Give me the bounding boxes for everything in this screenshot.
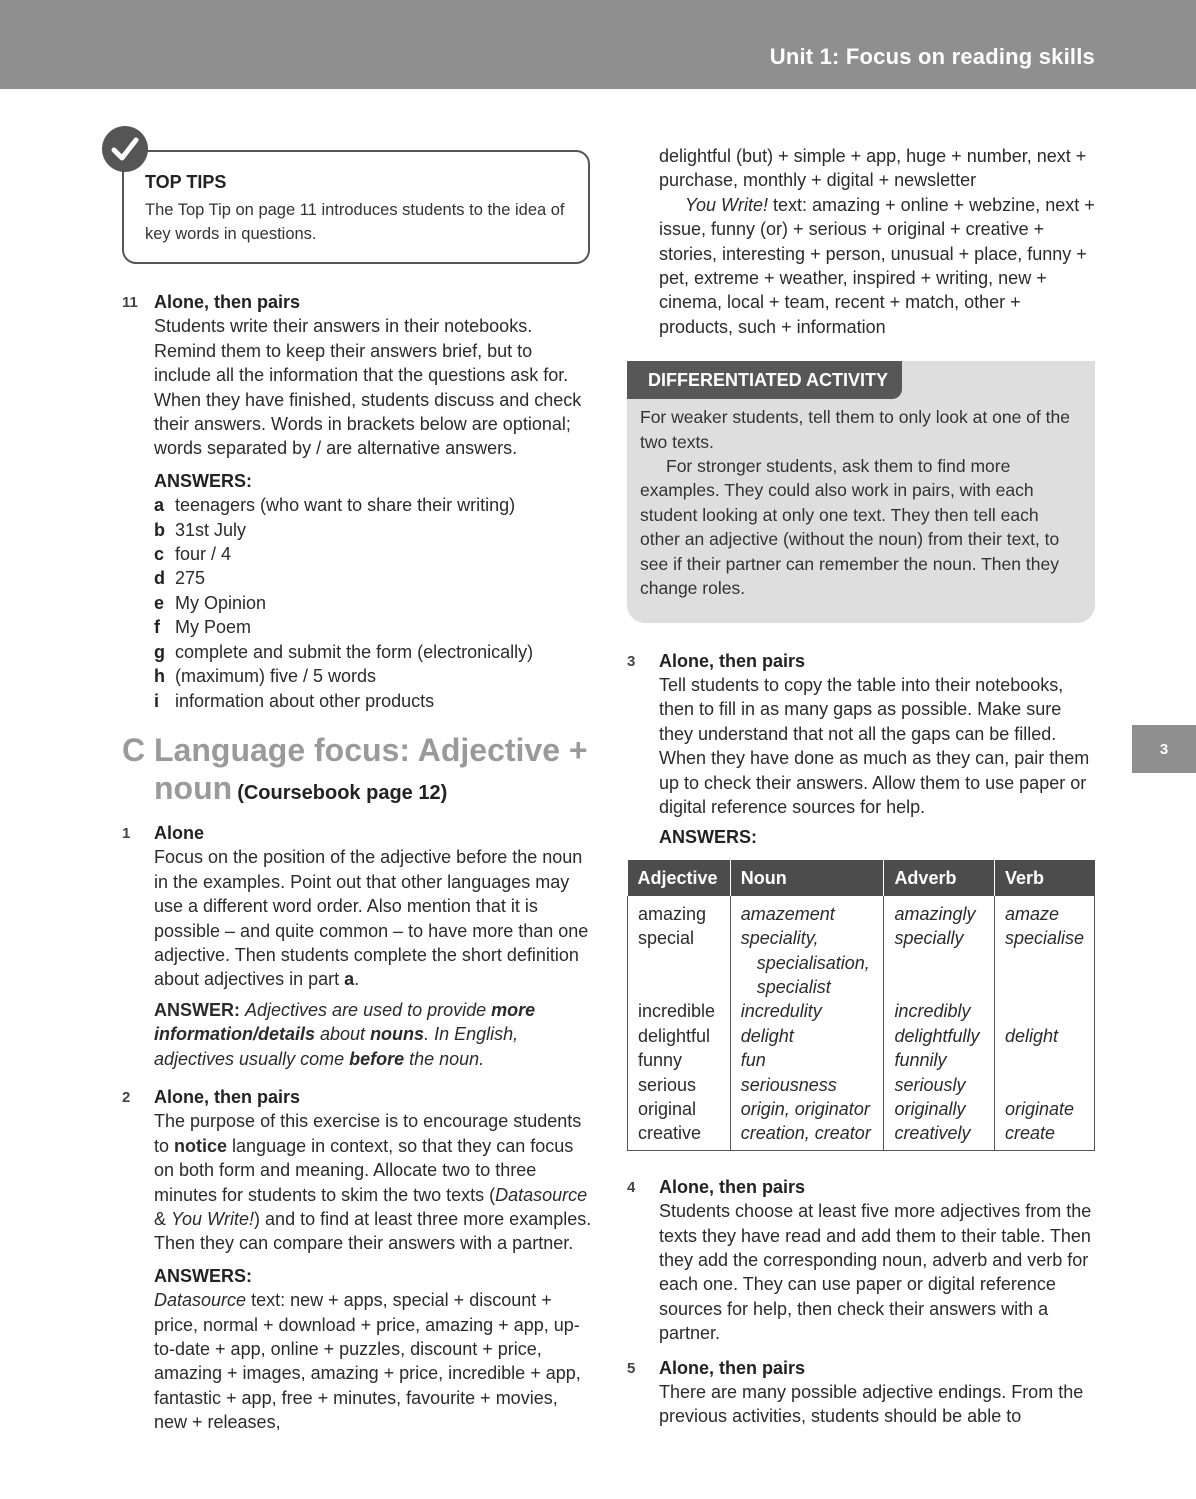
- youwrite-label: You Write!: [685, 194, 769, 215]
- cell-text: delightful: [638, 1025, 711, 1046]
- activity-number: 1: [122, 824, 131, 842]
- activity-body: [154, 845, 594, 991]
- column-header: Noun: [730, 860, 884, 896]
- cell-text: seriousness: [740, 1074, 837, 1095]
- activity-body: Tell students to copy the table into their notebooks, then to fill in as many gaps as possible. Make sure they understand that not all the gaps can be filled. When they have done as much as they can, pair them up to check their answers. Allow them to use paper or digital reference sources for help.: [659, 674, 1090, 817]
- answer-text: My Poem: [175, 617, 252, 638]
- activity-heading: Alone, then pairs: [659, 1176, 806, 1197]
- body-text: language in context, so that they can focus on both form and meaning. Allocate two to three minutes for students to skim the two texts (: [154, 1135, 574, 1205]
- answer-letter: g: [154, 641, 165, 662]
- answer-text: . In English, adjectives usually come: [154, 1024, 519, 1069]
- youwrite-text: text: amazing + online + webzine, next + issue, funny (or) + serious + original + creative + stories, interesting + person, unusual + place, funny + pet, extreme + weather, inspired + writing, new + cinema, local + team, recent + match, other + products, such + information: [659, 194, 1095, 337]
- body-text: The purpose of this exercise is to encourage students to: [154, 1111, 582, 1156]
- cell-text: creative: [638, 1123, 702, 1144]
- cell-text: special: [638, 928, 695, 949]
- activity-heading: Alone: [154, 822, 205, 843]
- column-header: Adjective: [628, 860, 731, 896]
- answer-paragraph: [154, 998, 594, 1071]
- list-item: [154, 664, 594, 688]
- cell-text: specialisation,: [756, 952, 870, 973]
- datasource-label: Datasource: [154, 1290, 247, 1311]
- left-column: [122, 150, 594, 1445]
- cell-text: delight: [740, 1025, 794, 1046]
- cell-text: original: [638, 1099, 697, 1119]
- cell-text: seriously: [894, 1074, 966, 1095]
- datasource-answers: [154, 1288, 594, 1434]
- body-text: ) and to find at least three more examples. Then they can compare their answers with a partner.: [154, 1209, 592, 1254]
- body-text: Focus on the position of the adjective before the noun in the examples. Point out that other languages may use a different word order. Also mention that it is possible – and quite common – to have more than one adjective. Then students complete the short definition about adjectives in part: [154, 847, 589, 990]
- top-tips-box: [122, 150, 590, 264]
- list-item: [154, 689, 594, 713]
- activity-number: 11: [122, 294, 138, 311]
- activity-1: [122, 821, 594, 1071]
- list-item: [154, 518, 594, 542]
- table-header-row: [628, 860, 1095, 896]
- cell-text: delightfully: [894, 1025, 980, 1046]
- page-number-tab: 3: [1132, 725, 1196, 773]
- answers-label: ANSWERS:: [154, 1265, 252, 1286]
- answer-bold: more information/details: [154, 999, 536, 1045]
- cell-text: fun: [740, 1050, 766, 1071]
- cell-text: origin, originator: [740, 1099, 870, 1119]
- list-item: [154, 542, 594, 566]
- section-letter: C: [122, 731, 146, 768]
- cell-text: create: [1004, 1123, 1055, 1144]
- activity-body: There are many possible adjective endings. From the previous activities, students should be able to: [659, 1382, 1084, 1427]
- datasource-text: text: new + apps, special + discount + price, normal + download + price, amazing + app, up-to-date + app, online + puzzles, discount + price, amazing + images, amazing + price, incredible + app, fantastic + app, free + minutes, favourite + movies, new + releases,: [154, 1290, 581, 1433]
- answer-text: teenagers (who want to share their writing): [175, 495, 516, 516]
- cell-text: incredible: [638, 1001, 716, 1022]
- activity-number: 4: [627, 1178, 636, 1196]
- activity-number: 3: [627, 652, 636, 670]
- activity-2: [122, 1085, 594, 1435]
- answer-letter: i: [154, 690, 160, 711]
- differentiated-para-2: For stronger students, ask them to find more examples. They could also work in pairs, with each student looking at only one text. They then tell each other an adjective (without the noun) from their text, to see if their partner can remember the noun. Then they change roles.: [640, 456, 1060, 599]
- answer-text: 31st July: [175, 519, 247, 540]
- answer-bold: nouns: [370, 1024, 425, 1045]
- answers-list: [154, 493, 594, 713]
- answer-text: four / 4: [175, 544, 232, 565]
- answer-text: the noun.: [404, 1048, 485, 1069]
- activity-3: [627, 649, 1097, 850]
- activity-body: Students choose at least five more adjectives from the texts they have read and add them to their table. Then they add the corresponding noun, adverb and verb for each one. They can use paper or digital reference sources for help, then check their answers with a partner.: [659, 1201, 1092, 1344]
- activity-heading: Alone, then pairs: [659, 650, 806, 671]
- differentiated-activity-title: DIFFERENTIATED ACTIVITY: [627, 361, 902, 398]
- activity-number: 5: [627, 1359, 636, 1377]
- cell-text: amazing: [638, 903, 707, 924]
- list-item: [154, 615, 594, 639]
- list-item: [154, 640, 594, 664]
- body-text: &: [154, 1209, 172, 1229]
- answer-text: information about other products: [175, 690, 435, 711]
- section-c-heading: [122, 731, 594, 807]
- section-title-line1: Language focus: Adjective +: [154, 731, 588, 768]
- differentiated-activity-box: [627, 361, 1095, 622]
- top-tips-title: TOP TIPS: [145, 172, 227, 192]
- checkmark-icon: [102, 126, 148, 172]
- column-header: Adverb: [884, 860, 995, 896]
- cell-text: creation, creator: [740, 1123, 871, 1144]
- adjective-cell: [628, 896, 731, 1151]
- cell-text: delight: [1004, 1025, 1058, 1046]
- word-forms-table: [627, 860, 1095, 1151]
- body-text: .: [354, 969, 360, 990]
- answer-text: about: [315, 1024, 371, 1045]
- page-header-title: Unit 1: Focus on reading skills: [769, 44, 1095, 69]
- activity-heading: Alone, then pairs: [659, 1357, 806, 1378]
- list-item: [154, 493, 594, 517]
- table-row: [628, 896, 1095, 1151]
- cell-text: incredibly: [894, 1001, 971, 1022]
- activity-heading: Alone, then pairs: [154, 292, 301, 312]
- body-italic: Datasource: [495, 1184, 588, 1205]
- list-item: [154, 566, 594, 590]
- answer-text: Adjectives are used to provide: [245, 999, 492, 1020]
- differentiated-para-1: For weaker students, tell them to only look at one of the two texts.: [640, 407, 1070, 452]
- datasource-continued: delightful (but) + simple + app, huge + number, next + purchase, monthly + digital + newsletter: [659, 146, 1087, 191]
- cell-text: incredulity: [740, 1001, 822, 1022]
- answer-letter: f: [154, 617, 160, 638]
- answers-label: ANSWERS:: [154, 470, 252, 491]
- cell-text: serious: [638, 1074, 697, 1095]
- activity-number: 2: [122, 1088, 131, 1106]
- cell-text: amaze: [1004, 903, 1059, 924]
- adverb-cell: [884, 896, 995, 1151]
- verb-cell: [994, 896, 1094, 1151]
- answers-label: ANSWERS:: [659, 827, 757, 848]
- answer-text: complete and submit the form (electronically): [175, 641, 534, 662]
- youwrite-answers: [659, 193, 1097, 339]
- body-italic: You Write!: [171, 1209, 255, 1229]
- answer-bold: before: [349, 1048, 405, 1069]
- cell-text: originate: [1004, 1099, 1074, 1119]
- answer-letter: c: [154, 544, 165, 565]
- answer-letter: a: [154, 495, 165, 516]
- body-bold: a: [344, 969, 355, 990]
- answer-letter: b: [154, 519, 165, 540]
- activity-2-continued: [627, 144, 1097, 339]
- cell-text: funnily: [894, 1050, 947, 1071]
- answer-letter: e: [154, 592, 165, 613]
- activity-5: [627, 1356, 1097, 1429]
- activity-11: [122, 290, 594, 713]
- activity-body: [154, 1109, 594, 1255]
- cell-text: creatively: [894, 1123, 971, 1144]
- top-tips-body: The Top Tip on page 11 introduces students to the idea of key words in questions.: [145, 201, 565, 244]
- cell-text: amazement: [740, 903, 835, 924]
- answer-text: My Opinion: [175, 592, 267, 613]
- cell-text: specialist: [756, 976, 831, 997]
- list-item: [154, 591, 594, 615]
- section-subtitle: (Coursebook page 12): [237, 781, 448, 804]
- cell-text: funny: [638, 1050, 683, 1071]
- body-bold: notice: [174, 1135, 228, 1156]
- answer-text: 275: [175, 568, 206, 589]
- activity-body: Students write their answers in their notebooks. Remind them to keep their answers brief, but to include all the information that the questions ask for. When they have finished, students discuss and check their answers. Words in brackets below are optional; words separated by / are alternative answers.: [154, 316, 582, 459]
- answer-text: (maximum) five / 5 words: [175, 666, 377, 687]
- activity-heading: Alone, then pairs: [154, 1086, 301, 1107]
- cell-text: speciality,: [740, 928, 819, 949]
- cell-text: originally: [894, 1099, 966, 1119]
- cell-text: specially: [894, 928, 964, 949]
- column-header: Verb: [994, 860, 1094, 896]
- cell-text: amazingly: [894, 903, 976, 924]
- answer-letter: h: [154, 666, 165, 687]
- answer-letter: d: [154, 568, 165, 589]
- cell-text: specialise: [1004, 928, 1084, 949]
- right-column: [627, 144, 1097, 1439]
- activity-4: [627, 1175, 1097, 1346]
- answer-label: ANSWER:: [154, 999, 240, 1020]
- section-title-line2: noun: [154, 769, 233, 806]
- noun-cell: [730, 896, 884, 1151]
